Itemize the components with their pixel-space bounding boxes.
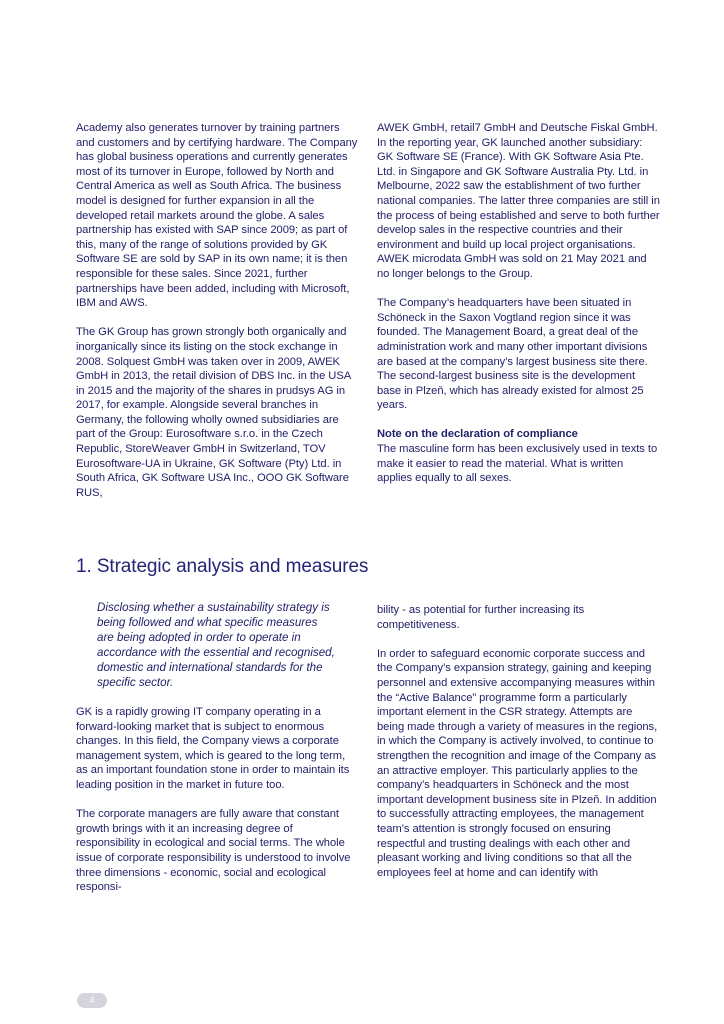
section-intro: Disclosing whether a sustainability strategy is being followed and what specific measures are being adopted in order to operate in accordance with the essential and recognised, domestic and international standards for the specific sector. (97, 601, 335, 689)
paragraph-company-overview: Academy also generates turnover by training partners and customers and by certifying hardware. The Company has global business operations and currently generates most of its turnover in Europe, followed by North and Central America as well as South Africa. The business model is designed for further expansion in all the developed retail markets around the globe. A sales partnership has existed with SAP since 2009; as part of this, many of the range of solutions provided by GK Software SE are sold by SAP in its own name; it is then responsible for these sales. Since 2021, further partnerships have been added, including with Microsoft, IBM and AWS. (76, 122, 358, 310)
paragraph-competitiveness: bility - as potential for further increasing its competitiveness. (377, 604, 585, 631)
section-left-column (76, 705, 358, 895)
page-number: 4 (77, 993, 107, 1008)
paragraph-active-balance: In order to safeguard economic corporate success and the Company’s expansion strategy, gaining and keeping personnel and extensive accompanying measures within the “Active Balance” programme form a particularly important element in the CSR strategy. Attempts are being made through a variety of measures in the regions, in which the Company is actively involved, to continue to strengthen the recognition and image of the Company as an attractive employer. This particularly applies to the company’s headquarters in Schöneck and the most important development business site in Plzeň. In addition to successfully attracting employees, the management team’s attention is strongly focused on ensuring respectful and trusting dealings with each other and pleasant working and living conditions so that all the employees feel at home and can identify with (377, 647, 658, 879)
note-heading: Note on the declaration of compliance (377, 428, 578, 441)
top-right-column (377, 121, 661, 486)
section-title: 1. Strategic analysis and measures (76, 556, 369, 577)
top-left-column (76, 121, 358, 500)
paragraph-group-growth: The GK Group has grown strongly both organically and inorganically since its listing on the stock exchange in 2008. Solquest GmbH was taken over in 2009, AWEK GmbH in 2013, the retail division of DBS Inc. in the USA in 2015 and the majority of the shares in prudsys AG in 2017, for example. Alongside several branches in Germany, the following wholly owned subsidiaries are part of the Group: Eurosoftware s.r.o. in the Czech Republic, StoreWeaver GmbH in Switzerland, TOV Eurosoftware-UA in Ukraine, GK Software (Pty) Ltd. in South Africa, GK Software USA Inc., OOO GK Software RUS, (76, 326, 351, 499)
section-right-column (377, 603, 661, 880)
paragraph-subsidiaries: AWEK GmbH, retail7 GmbH and Deutsche Fiskal GmbH. In the reporting year, GK launched another subsidiary: GK Software SE (France). With GK Software Asia Pte. Ltd. in Singapore and GK Software Australia Pty. Ltd. in Melbourne, 2022 saw the establishment of two further national companies. The latter three companies are still in the process of being established and serve to both further develop sales in the respective countries and their environment and build up local project organisations. AWEK microdata GmbH was sold on 21 May 2021 and no longer belongs to the Group. (377, 122, 660, 280)
paragraph-headquarters: The Company’s headquarters have been situated in Schöneck in the Saxon Vogtland region since it was founded. The Management Board, a great deal of the administration work and many other important divisions are based at the company’s largest business site there. The second-largest business site is the development base in Plzeň, which has already existed for almost 25 years. (377, 297, 648, 412)
paragraph-it-company: GK is a rapidly growing IT company operating in a forward-looking market that is subject to enormous changes. In this field, the Company views a corporate management system, which is geared to the long term, as an important foundation stone in order to maintain its leading position in the market in future too. (76, 706, 350, 791)
note-text: The masculine form has been exclusively used in texts to make it easier to read the material. What is written applies equally to all sexes. (377, 443, 658, 485)
paragraph-responsibility: The corporate managers are fully aware that constant growth brings with it an increasing degree of responsibility in ecological and social terms. The whole issue of corporate responsibility is understood to involve three dimensions - economic, social and ecological responsi- (76, 808, 351, 894)
